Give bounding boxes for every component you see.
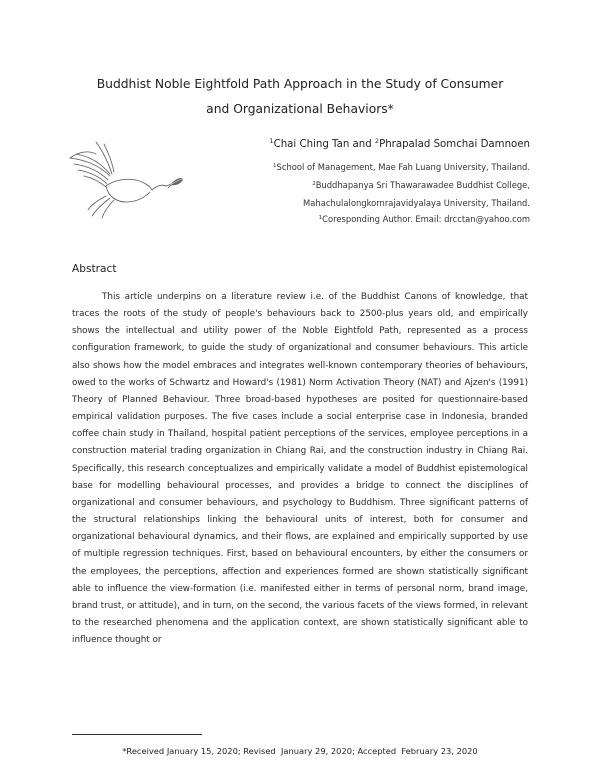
footnote-divider [72, 734, 202, 735]
corresponding-author-text: Coresponding Author. Email: drcctan@yahoo.com [322, 214, 530, 224]
title-line-1: Buddhist Noble Eightfold Path Approach in the Study of Consumer [96, 77, 504, 91]
corresponding-author [319, 214, 530, 224]
affiliation-1-superscript: 1 [273, 162, 277, 169]
abstract-body [72, 289, 528, 649]
corresponding-superscript: 1 [318, 214, 323, 221]
dove-icon [66, 140, 184, 220]
abstract-heading: Abstract [72, 263, 117, 275]
title-line-2: and Organizational Behaviors* [206, 102, 394, 116]
affiliation-2 [312, 180, 530, 190]
affiliation-1 [273, 162, 530, 172]
author-line [269, 139, 530, 150]
footnote-text: *Received January 15, 2020; Revised January 29, 2020; Accepted February 23, 2020 [122, 746, 478, 756]
paper-title [60, 72, 540, 122]
affiliation-2-superscript: 2 [312, 180, 316, 187]
author-1: Chai Ching Tan and [273, 139, 375, 150]
affiliation-2-continued: Mahachulalongkornrajavidyalaya University, Thailand. [303, 198, 530, 208]
abstract-paragraph: This article underpins on a literature review i.e. of the Buddhist Canons of knowledge, that traces the roots of the study of people's behaviours back to 2500-plus years old, and empirically shows the intellectual and utility power of the Noble Eightfold Path, represented as a process configuration framework, to guide the study of organizational and consumer behaviours. This article also shows how the model embraces and integrates well-known contemporary theories of behaviours, owed to the works of Schwartz and Howard's (1981) Norm Activation Theory (NAT) and Ajzen's (1991) Theory of Planned Behaviour. Three broad-based hypotheses are posited for questionnaire-based empirical validation purposes. The five cases include a social enterprise case in Indonesia, branded coffee chain study in Thailand, hospital patient perceptions of the services, employee perceptions in a construction material trading organization in Chiang Rai, and the construction industry in Chiang Rai. Specifically, this research conceptualizes and empirically validate a model of Buddhist epistemological base for modelling behavioural processes, and provides a bridge to connect the disciplines of organizational and consumer behaviours, and psychology to Buddhism. Three significant patterns of the structural relationships linking the behavioural units of interest, both for consumer and organizational behavioural dynamics, and their flows, are explained and empirically supported by use of multiple regression techniques. First, based on behavioural encounters, by either the consumers or the employees, the perceptions, affection and experiences formed are shown statistically significant able to influence the view-formation (i.e. manifested either in terms of personal norm, brand image, brand trust, or attitude), and in turn, on the second, the various facets of the views formed, in relevant to the researched phenomena and the application context, are shown statistically significant able to influence thought or [72, 292, 528, 646]
author2-superscript: 2 [374, 137, 380, 145]
author1-superscript: 1 [269, 137, 274, 145]
footnote [0, 746, 600, 756]
affiliation-1-text: School of Management, Mae Fah Luang University, Thailand. [276, 162, 530, 172]
author-2: Phrapalad Somchai Damnoen [379, 139, 530, 150]
affiliation-2-text: Buddhapanya Sri Thawarawadee Buddhist College, [315, 180, 530, 190]
